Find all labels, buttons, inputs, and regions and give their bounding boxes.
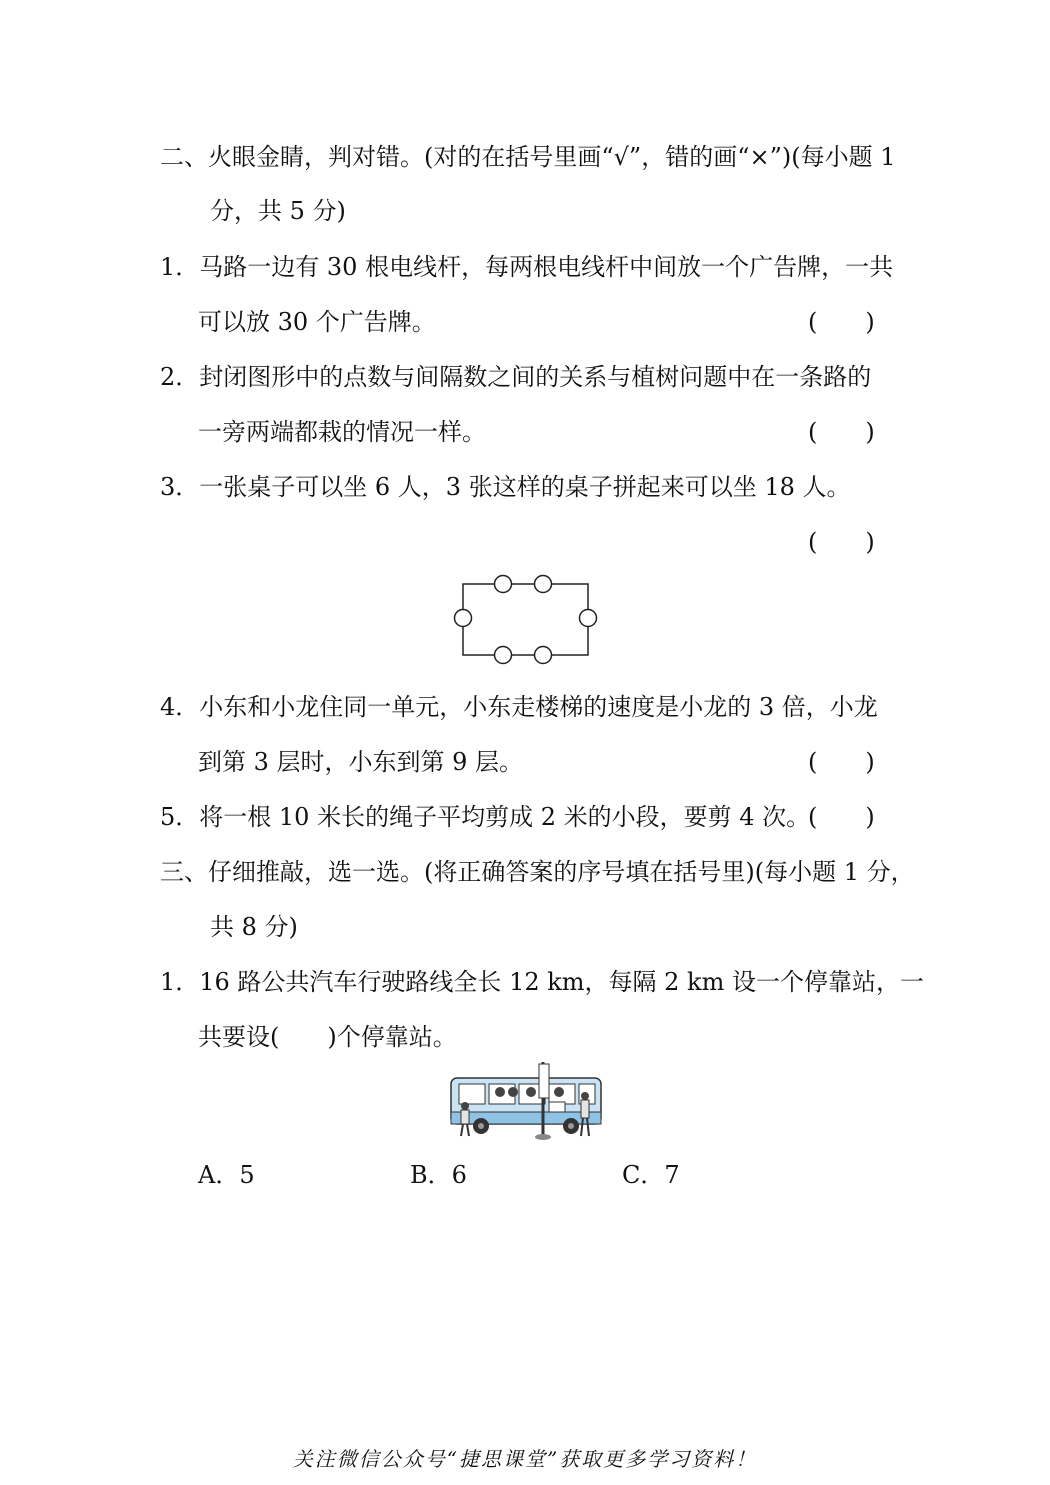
answer-parentheses[interactable]: ( ) — [808, 418, 875, 446]
table-seating-diagram — [450, 570, 600, 670]
seat-circle — [455, 610, 472, 627]
question-1-line1: 1．马路一边有 30 根电线杆，每两根电线杆中间放一个广告牌，一共 — [160, 253, 894, 281]
section3-heading-line1: 三、仔细推敲，选一选。(将正确答案的序号填在括号里)(每小题 1 分， — [160, 858, 915, 886]
footer-note: 关注微信公众号“捷思课堂”获取更多学习资料！ — [292, 1447, 758, 1471]
section2-heading-line2: 分，共 5 分) — [210, 197, 346, 225]
question-5-line1: 5．将一根 10 米长的绳子平均剪成 2 米的小段，要剪 4 次。 — [160, 803, 811, 831]
option-a[interactable]: A．5 — [198, 1161, 255, 1189]
seat-circle — [535, 647, 552, 664]
bus-stop-illustration — [445, 1060, 605, 1142]
seat-circle — [535, 576, 552, 593]
mc-question-1-line2: 共要设( )个停靠站。 — [198, 1023, 457, 1051]
answer-parentheses[interactable]: ( ) — [808, 528, 875, 556]
section2-heading-line1: 二、火眼金睛，判对错。(对的在括号里画“√”，错的画“×”)(每小题 1 — [160, 143, 896, 171]
answer-parentheses[interactable]: ( ) — [808, 748, 875, 776]
question-3-line1: 3．一张桌子可以坐 6 人，3 张这样的桌子拼起来可以坐 18 人。 — [160, 473, 851, 501]
seat-circle — [580, 610, 597, 627]
seat-circle — [495, 576, 512, 593]
answer-parentheses[interactable]: ( ) — [808, 308, 875, 336]
question-4-line2: 到第 3 层时，小东到第 9 层。 — [198, 748, 524, 776]
option-c[interactable]: C．7 — [622, 1161, 680, 1189]
question-2-line1: 2．封闭图形中的点数与间隔数之间的关系与植树问题中在一条路的 — [160, 363, 872, 391]
question-2-line2: 一旁两端都栽的情况一样。 — [198, 418, 486, 446]
section3-heading-line2: 共 8 分) — [210, 913, 298, 941]
answer-parentheses[interactable]: ( ) — [808, 803, 875, 831]
question-1-line2: 可以放 30 个广告牌。 — [198, 308, 436, 336]
table-rectangle — [463, 584, 588, 655]
mc-question-1-line1: 1．16 路公共汽车行驶路线全长 12 km，每隔 2 km 设一个停靠站，一 — [160, 968, 924, 996]
question-4-line1: 4．小东和小龙住同一单元，小东走楼梯的速度是小龙的 3 倍，小龙 — [160, 693, 878, 721]
seat-circle — [495, 647, 512, 664]
option-b[interactable]: B．6 — [410, 1161, 467, 1189]
